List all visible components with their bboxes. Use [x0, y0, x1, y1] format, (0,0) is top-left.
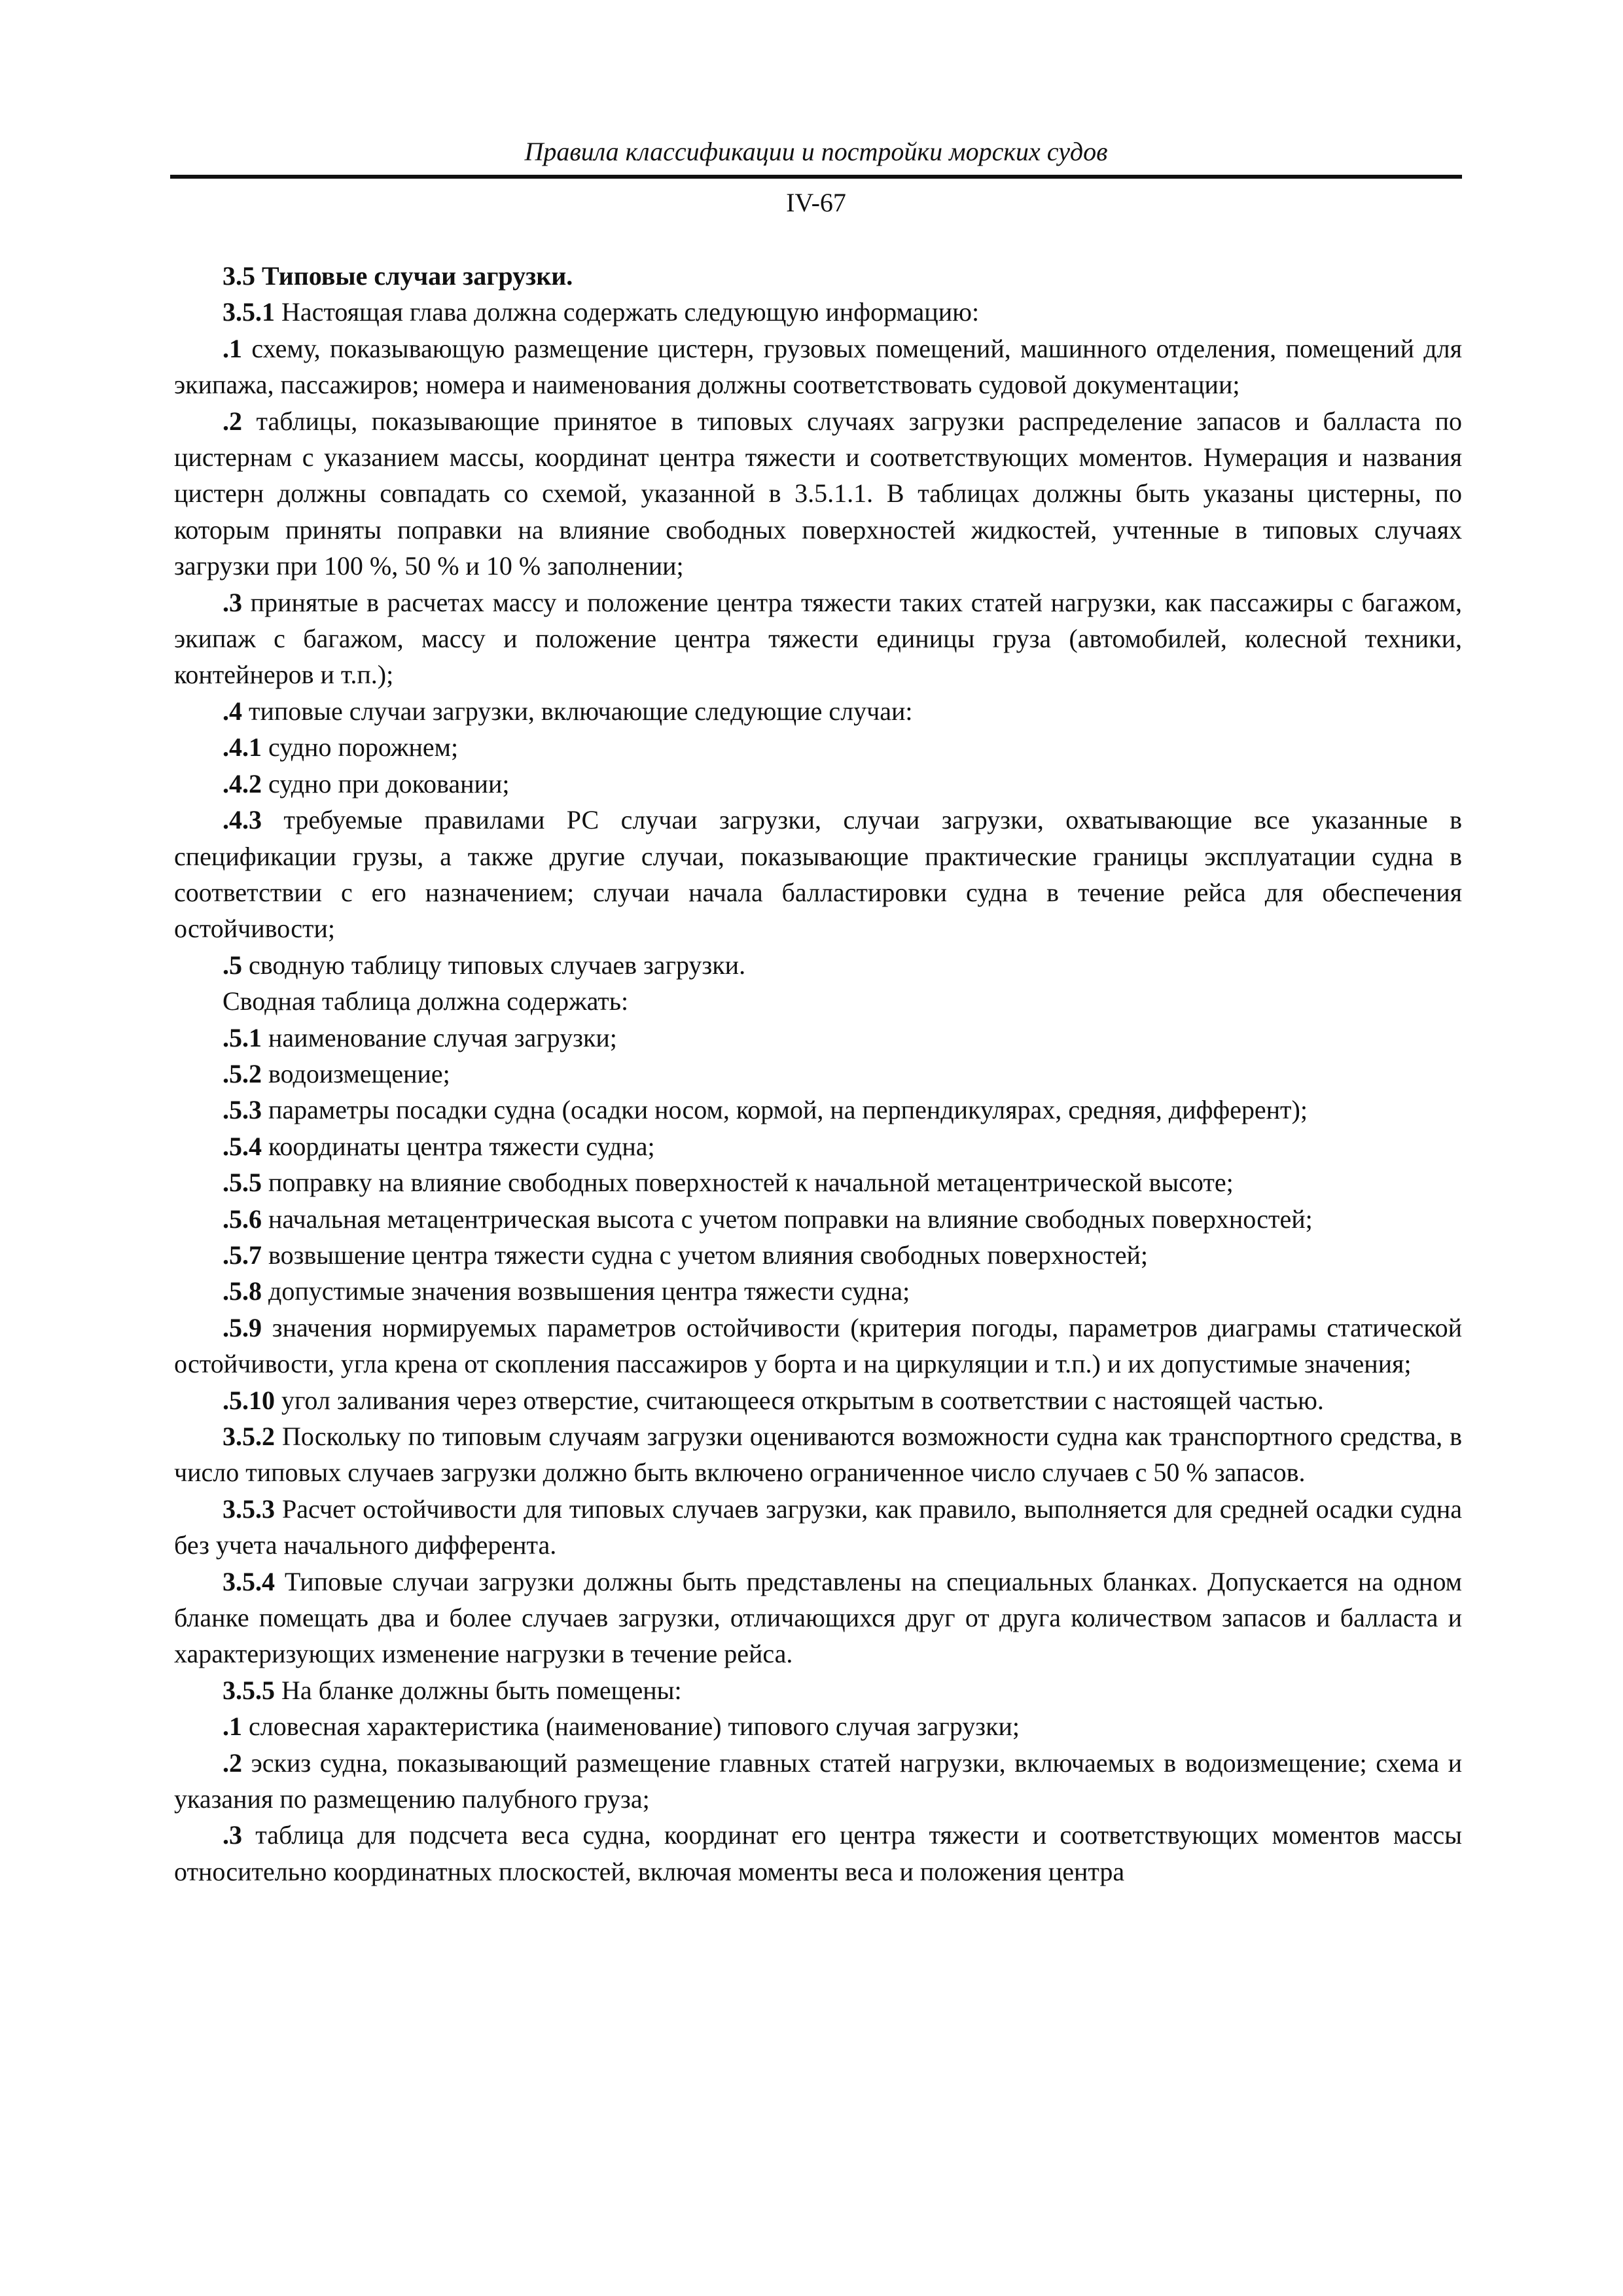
paragraph-text: эскиз судна, показывающий размещение главных статей нагрузки, включаемых в водоизмещение; схема и указания по размещению палубного груза;	[174, 1748, 1462, 1814]
paragraph-number: .4.3	[223, 805, 262, 835]
paragraph-text: Настоящая глава должна содержать следующую информацию:	[275, 297, 980, 327]
paragraph-number: .5.5	[223, 1168, 262, 1198]
paragraph	[174, 766, 1462, 802]
paragraph-number: 3.5.3	[223, 1494, 275, 1524]
paragraph	[174, 1817, 1462, 1890]
paragraph	[174, 947, 1462, 983]
paragraph-number: .5	[223, 950, 242, 980]
page-number: IV-67	[786, 188, 846, 217]
paragraph-number: .4.1	[223, 732, 262, 762]
paragraph-number: .5.3	[223, 1095, 262, 1125]
paragraph	[174, 1020, 1462, 1056]
paragraph	[174, 1310, 1462, 1382]
paragraph-text: значения нормируемых параметров остойчивости (критерия погоды, параметров диаграмы статической остойчивости, угла крена от скопления пассажиров у борта и на циркуляции и т.п.) и их допустимые значения;	[174, 1312, 1462, 1379]
paragraph-number: .3	[223, 587, 242, 617]
paragraph-number: .2	[223, 1748, 242, 1778]
paragraph	[174, 1745, 1462, 1818]
paragraph	[174, 1201, 1462, 1237]
paragraph-number: 3.5.2	[223, 1422, 275, 1451]
paragraph-text: параметры посадки судна (осадки носом, кормой, на перпендикулярах, средняя, дифферент);	[262, 1095, 1308, 1125]
paragraph	[174, 1164, 1462, 1200]
paragraph	[174, 1708, 1462, 1744]
paragraph	[174, 331, 1462, 403]
paragraph-number: 3.5.1	[223, 297, 275, 327]
paragraph-number: .5.2	[223, 1058, 262, 1088]
paragraph-number: .5.10	[223, 1385, 275, 1415]
paragraph-text: угол заливания через отверстие, считающееся открытым в соответствии с настоящей частью.	[275, 1385, 1324, 1415]
paragraph	[174, 1056, 1462, 1092]
paragraph	[174, 802, 1462, 947]
paragraph-number: .4	[223, 696, 242, 726]
paragraph	[174, 1382, 1462, 1418]
paragraph-text: начальная метацентрическая высота с учетом поправки на влияние свободных поверхностей;	[262, 1204, 1313, 1234]
paragraph-text: Поскольку по типовым случаям загрузки оцениваются возможности судна как транспортного средства, в число типовых случаев загрузки должно быть включено ограниченное число случаев с 50 % запасов.	[174, 1422, 1462, 1488]
paragraph-text: поправку на влияние свободных поверхностей к начальной метацентрической высоте;	[262, 1168, 1234, 1198]
paragraph-text: Расчет остойчивости для типовых случаев загрузки, как правило, выполняется для средней осадки судна без учета начального дифферента.	[174, 1494, 1462, 1560]
paragraph-text: таблица для подсчета веса судна, координат его центра тяжести и соответствующих моментов массы относительно координатных плоскостей, включая моменты веса и положения центра	[174, 1820, 1462, 1886]
paragraph-number: .5.6	[223, 1204, 262, 1234]
paragraph-text: судно порожнем;	[262, 732, 459, 762]
paragraph	[174, 693, 1462, 729]
paragraph-number: .5.8	[223, 1276, 262, 1306]
paragraph-text: типовые случаи загрузки, включающие следующие случаи:	[242, 696, 913, 726]
paragraph-text: допустимые значения возвышения центра тяжести судна;	[262, 1276, 910, 1306]
paragraph	[174, 584, 1462, 693]
paragraph	[174, 1564, 1462, 1672]
paragraph	[174, 1273, 1462, 1309]
section-title: Типовые случаи загрузки.	[255, 261, 573, 291]
paragraph-text: схему, показывающую размещение цистерн, грузовых помещений, машинного отделения, помещений для экипажа, пассажиров; номера и наименования должны соответствовать судовой документации;	[174, 333, 1462, 400]
header-rule	[170, 175, 1462, 179]
paragraph-number: 3.5.5	[223, 1675, 275, 1705]
paragraph-number: .1	[223, 333, 242, 363]
paragraph	[174, 1418, 1462, 1491]
paragraph	[174, 1237, 1462, 1273]
paragraph	[174, 1672, 1462, 1708]
paragraph-text: возвышение центра тяжести судна с учетом влияния свободных поверхностей;	[262, 1240, 1149, 1270]
paragraph-text: судно при доковании;	[262, 768, 510, 798]
paragraph	[174, 294, 1462, 330]
paragraph-text: Сводная таблица должна содержать:	[223, 986, 629, 1016]
paragraph-number: .5.7	[223, 1240, 262, 1270]
paragraph-text: Типовые случаи загрузки должны быть представлены на специальных бланках. Допускается на одном бланке помещать два и более случаев загрузки, отличающихся друг от друга количеством запасов и балласта и характеризующих изменение нагрузки в течение рейса.	[174, 1566, 1462, 1669]
paragraph-text: требуемые правилами РС случаи загрузки, случаи загрузки, охватывающие все указанные в спецификации грузы, а также другие случаи, показывающие практические границы эксплуатации судна в соответствии с его назначением; случаи начала балластировки судна в течение рейса для обеспечения остойчивости;	[174, 805, 1462, 944]
paragraph-number: .5.1	[223, 1022, 262, 1052]
paragraph	[174, 403, 1462, 584]
paragraph-number: .4.2	[223, 768, 262, 798]
section-heading	[174, 258, 1462, 294]
paragraph-number: .5.9	[223, 1312, 262, 1342]
document-body	[174, 258, 1462, 1890]
paragraph-text: координаты центра тяжести судна;	[262, 1131, 655, 1161]
paragraph	[174, 1092, 1462, 1128]
paragraph-number: .5.4	[223, 1131, 262, 1161]
paragraph-text: таблицы, показывающие принятое в типовых случаях загрузки распределение запасов и балласта по цистернам с указанием массы, координат центра тяжести и соответствующих моментов. Нумерация и названия цистерн должны совпадать со схемой, указанной в 3.5.1.1. В таблицах должны быть указаны цистерны, по которым приняты поправки на влияние свободных поверхностей жидкостей, учтенные в типовых случаях загрузки при 100 %, 50 % и 10 % заполнении;	[174, 406, 1462, 581]
paragraph-number: 3.5.4	[223, 1566, 275, 1596]
paragraph-text: принятые в расчетах массу и положение центра тяжести таких статей нагрузки, как пассажиры с багажом, экипаж с багажом, массу и положение центра тяжести единицы груза (автомобилей, колесной техники, контейнеров и т.п.);	[174, 587, 1462, 690]
running-title: Правила классификации и постройки морских судов	[524, 137, 1108, 166]
paragraph	[174, 729, 1462, 765]
paragraph-text: водоизмещение;	[262, 1058, 450, 1088]
paragraph-number: .1	[223, 1712, 242, 1742]
paragraph	[174, 983, 1462, 1019]
paragraph-text: словесная характеристика (наименование) типового случая загрузки;	[242, 1712, 1020, 1742]
paragraph-text: сводную таблицу типовых случаев загрузки.	[242, 950, 746, 980]
paragraph-number: .3	[223, 1820, 242, 1850]
paragraph	[174, 1491, 1462, 1564]
section-number: 3.5	[223, 261, 255, 291]
paragraph-text: наименование случая загрузки;	[262, 1022, 617, 1052]
paragraph-number: .2	[223, 406, 242, 436]
paragraph-text: На бланке должны быть помещены:	[275, 1675, 682, 1705]
paragraph	[174, 1128, 1462, 1164]
